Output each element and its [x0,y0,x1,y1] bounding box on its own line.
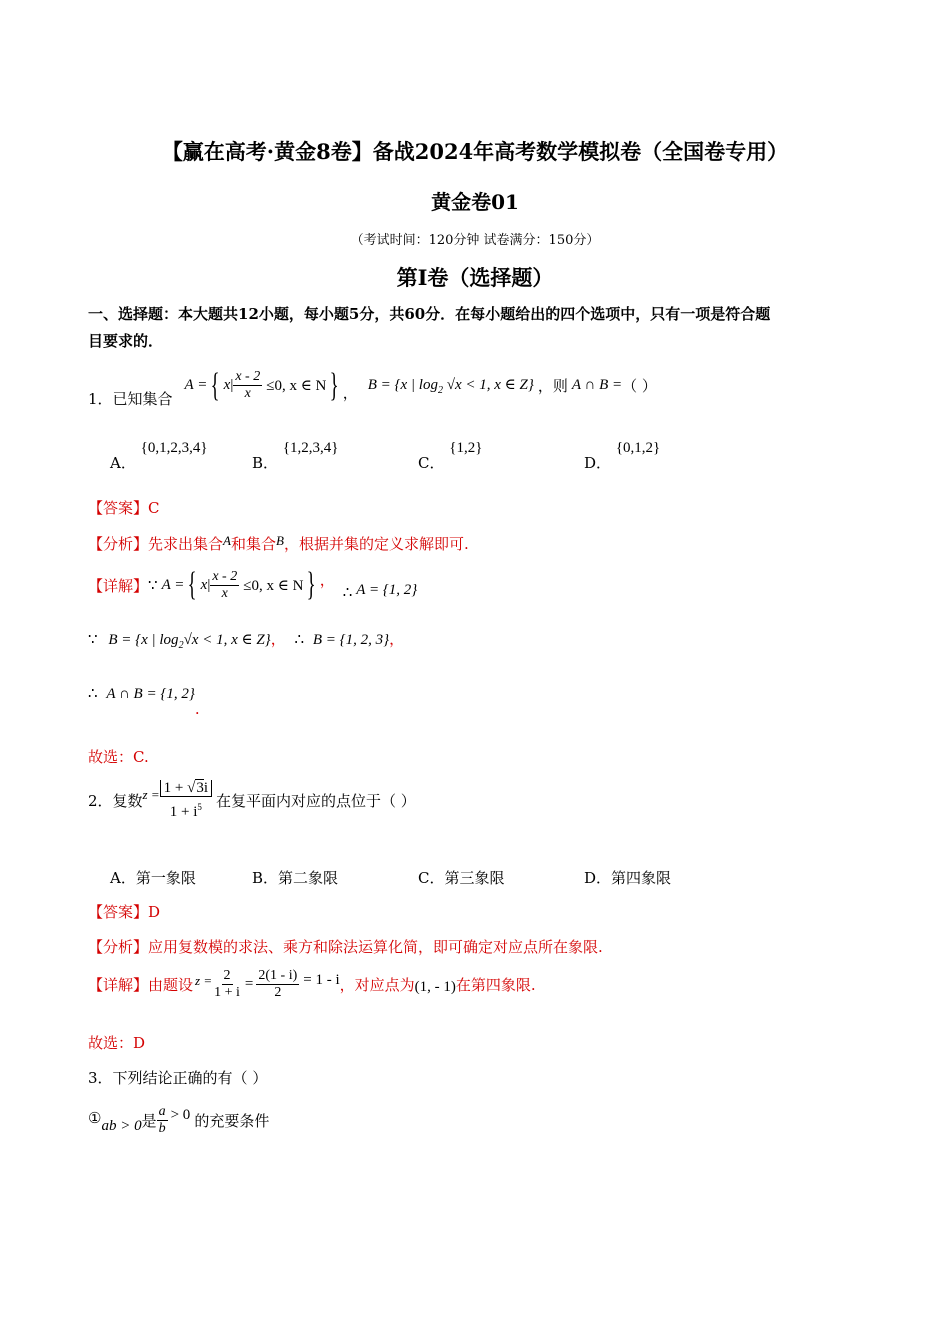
option-value: {1,2,3,4} [282,440,339,456]
because-symbol: ∵ [148,577,158,594]
therefore-symbol: ∴ [294,632,305,648]
q2-answer: 【答案】D [88,903,161,921]
question-1-number: 1．已知集合 [88,390,173,408]
item-expr: ab > 0 [101,1118,142,1134]
option-label: D． [584,454,612,472]
q1-option-a[interactable] [110,436,208,472]
set-a-label: A = [184,377,208,393]
set-a-condition: ≤0, x ∈ N [266,378,327,394]
bar: | [207,576,211,593]
question-1-ask: ，则 [537,377,568,395]
set-b [368,375,534,396]
option-label: B． [252,454,279,472]
set-b-head: B = {x | log [108,632,179,648]
q2-detail [88,968,536,1001]
fraction-denominator: b [158,1121,166,1136]
point: (1, - 1) [414,979,456,995]
option-label: A． [110,454,136,472]
analysis-tag: 【分析】 [88,535,149,553]
question-2-stem [88,780,416,820]
q3-item-1 [88,1104,269,1137]
q2-analysis [88,936,603,957]
comma: ， [270,630,286,648]
fraction-denominator: 2 [274,985,282,1000]
set-b-head: B = {x | log [367,377,438,393]
exam-info: （考试时间：120分钟 试卷满分：150分） [350,233,600,248]
q2-option-c[interactable]: C．第三象限 [418,869,505,887]
z-numerator: 1 + √3i [160,780,212,797]
set-a-label: A = [161,576,185,593]
z-fraction [160,780,212,820]
item-gt: > 0 [170,1107,191,1123]
q1-detail-line-2 [88,628,404,651]
analysis-set-a: A [223,533,231,548]
comma: ， [342,384,358,402]
paper-name: 黄金卷01 [431,190,519,214]
question-3-stem: 3．下列结论正确的有（ ） [88,1069,268,1087]
analysis-text: 先求出集合 [148,535,224,553]
detail-tag: 【详解】 [88,576,149,595]
intersection-result: A ∩ B = {1, 2} [106,686,195,702]
therefore-symbol: ∴ [88,686,98,702]
period: . [194,700,200,718]
question-2-tail: 在复平面内对应的点位于（ ） [216,791,416,810]
section-title: 第I卷（选择题） [396,265,554,290]
option-value: {0,1,2,3,4} [140,440,208,456]
q1-option-d[interactable] [584,436,661,472]
q2-option-d[interactable]: D．第四象限 [584,869,672,887]
set-a-var: x [223,377,231,393]
comma: ， [319,570,335,589]
fraction-numerator: 2(1 - i) [258,968,298,983]
detail-end: 在第四象限. [455,976,536,994]
q1-analysis [88,533,469,554]
fraction-denominator: 1 + i [214,985,240,1000]
left-brace: { [188,566,197,603]
detail-fraction [210,569,239,602]
fraction-denominator: x [221,585,228,601]
set-b-tail: x < 1, x ∈ Z} [454,377,534,393]
q1-detail-line-3 [88,684,200,718]
q1-option-b[interactable] [252,436,339,472]
analysis-tag: 【分析】 [88,938,149,956]
set-a-condition: ≤0, x ∈ N [243,577,304,594]
z-label: z = [142,787,160,802]
bar: | [230,377,234,393]
detail-pre: 由题设 [148,976,194,994]
equals: = [244,976,254,992]
q1-option-c[interactable] [418,436,483,472]
left-brace: { [210,366,220,404]
analysis-mid: 和集合 [230,535,276,553]
analysis-set-b: B [276,533,284,548]
question-2-number: 2．复数 [88,791,143,810]
sqrt-sign: √ [183,632,192,648]
fraction-numerator: 2 [223,968,231,983]
set-a-result: A = {1, 2} [356,581,418,598]
q1-answer: 【答案】C [88,499,160,517]
therefore-symbol: ∴ [342,584,353,601]
set-b-result: B = {1, 2, 3} [312,632,390,648]
fraction-numerator: x - 2 [212,568,238,584]
z-label: z = [195,972,213,988]
q2-option-a[interactable]: A．第一象限 [110,869,196,887]
set-a-fraction [233,369,262,402]
q1-detail-line-1 [88,568,417,602]
item-fraction [157,1104,168,1137]
fraction-numerator: a [158,1104,166,1119]
analysis-end: ，根据并集的定义求解即可. [283,535,469,553]
set-a-var: x [200,576,208,593]
option-value: {1,2} [449,440,483,456]
detail-fraction-2 [256,968,299,1001]
q2-select: 故选：D [88,1034,146,1052]
detail-tag: 【详解】 [88,976,149,994]
instructions-line-1: 一、选择题：本大题共12小题，每小题5分，共60分．在每小题给出的四个选项中，只有一项是符合题 [88,305,771,323]
fraction-denominator: x [244,386,251,401]
detail-result: = 1 - i [303,972,340,988]
log-base: 2 [437,385,443,396]
q1-select: 故选：C. [88,748,149,766]
set-b-tail: x < 1, x ∈ Z} [191,632,271,648]
item-is: 是 [141,1112,157,1130]
item-tail: 的充要条件 [194,1112,270,1130]
q2-option-b[interactable]: B．第二象限 [252,869,339,887]
log-base: 2 [178,640,184,651]
fraction-numerator: x - 2 [235,369,261,384]
intersection-expr: A ∩ B = [571,377,623,393]
because-symbol: ∵ [88,632,98,648]
answer-paren: （ ） [622,377,657,395]
detail-fraction-1 [212,968,242,1001]
document-title: 【赢在高考·黄金8卷】备战2024年高考数学模拟卷（全国卷专用） [161,139,789,164]
right-brace: } [307,566,317,603]
option-value: {0,1,2} [615,440,661,456]
detail-mid: ，对应点为 [339,976,415,994]
option-label: C． [418,454,445,472]
question-1-stem [88,362,657,409]
item-marker: ① [88,1108,102,1127]
z-denominator: $1 + i^5$ [169,802,202,820]
instructions-line-2: 目要求的． [88,332,164,350]
sqrt-sign: √ [446,377,455,393]
right-brace: } [330,366,340,404]
analysis-text: 应用复数模的求法、乘方和除法运算化简，即可确定对应点所在象限. [148,938,603,956]
comma: ， [389,630,405,648]
